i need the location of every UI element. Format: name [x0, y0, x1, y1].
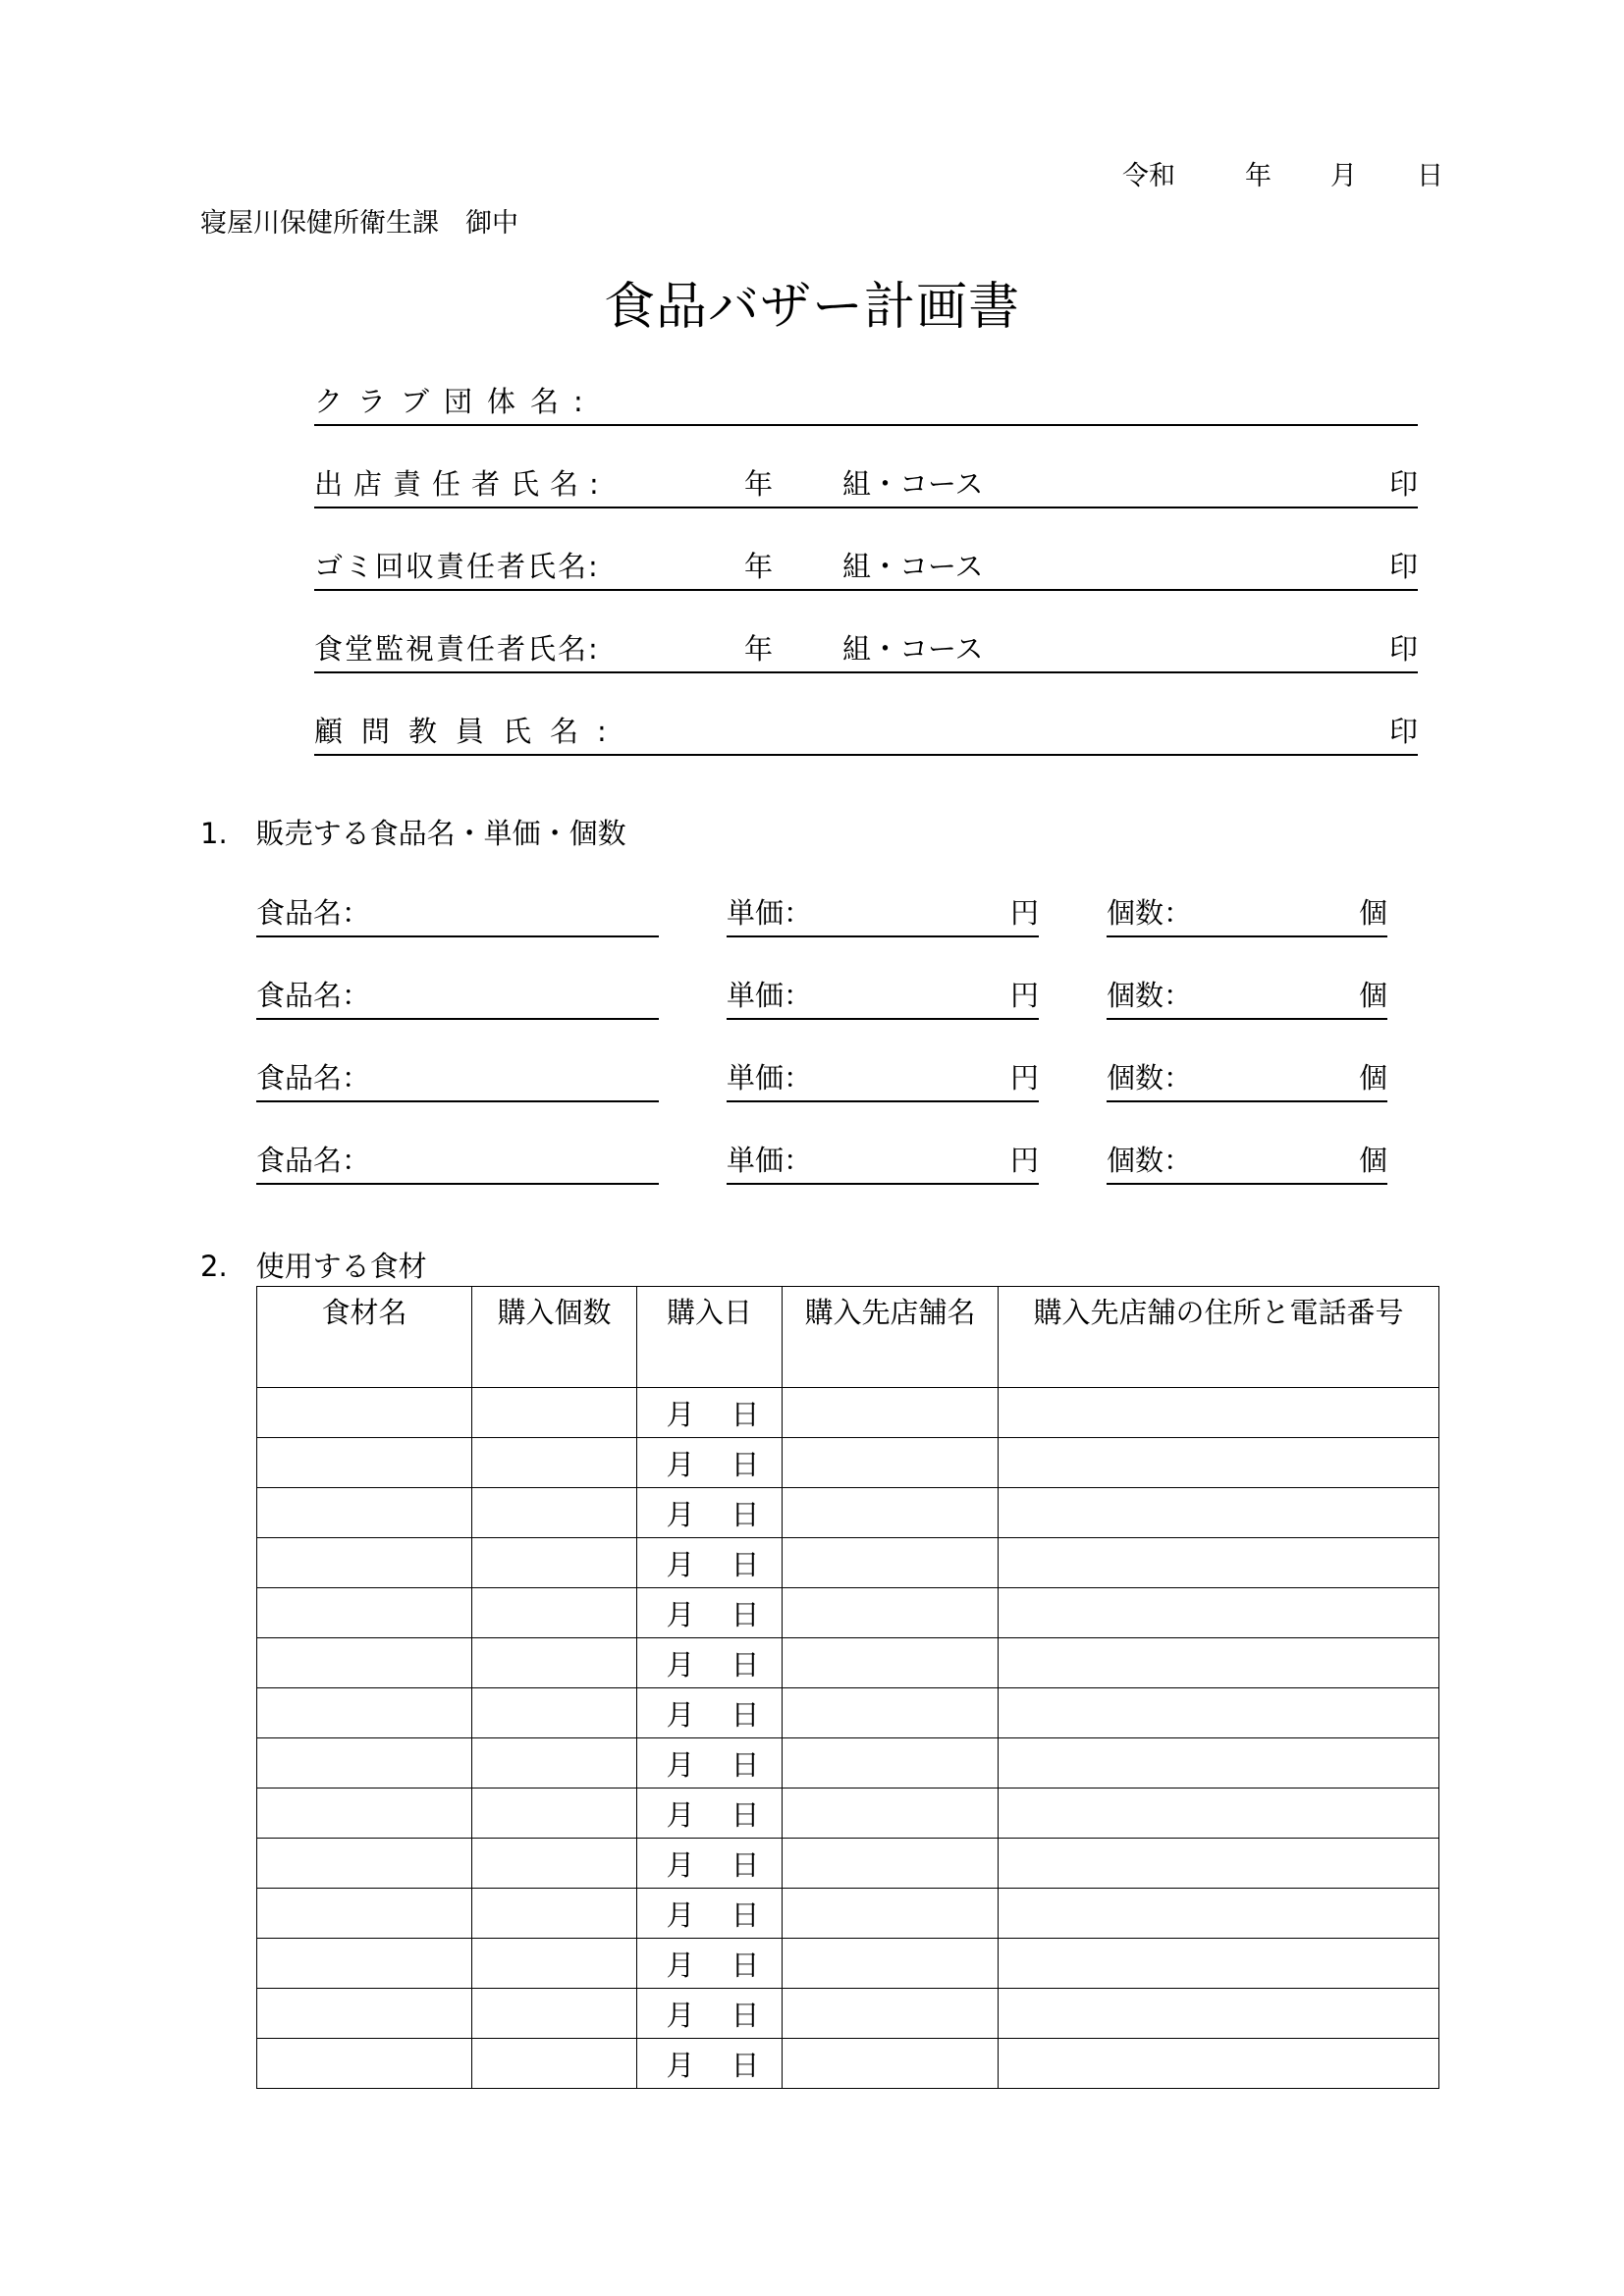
food-name-label: 食品名：: [256, 979, 371, 1012]
store-name-cell[interactable]: [783, 1438, 999, 1488]
purchase-date-cell[interactable]: [637, 1438, 783, 1488]
purchase-date-cell[interactable]: [637, 1588, 783, 1638]
store-address-cell[interactable]: [999, 1789, 1439, 1839]
column-header-purchase-date: 購入日: [637, 1287, 783, 1388]
month-label: 月: [666, 1998, 695, 2032]
month-day: [661, 1996, 760, 2032]
quantity-field[interactable]: [1107, 888, 1387, 937]
store-address-cell[interactable]: [999, 1638, 1439, 1688]
year-label: 年: [744, 467, 774, 501]
pieces-label: 個: [1358, 1144, 1387, 1177]
day-label: 日: [731, 1597, 760, 1631]
ingredient-cell[interactable]: [257, 1889, 472, 1939]
purchase-date-cell[interactable]: [637, 1488, 783, 1538]
month-label: 月: [666, 1847, 695, 1882]
month-label: 月: [666, 1697, 695, 1732]
purchase-date-cell[interactable]: [637, 1839, 783, 1889]
ingredient-cell[interactable]: [257, 1789, 472, 1839]
yen-label: 円: [1009, 979, 1039, 1012]
month-day: [661, 1545, 760, 1581]
quantity-label: 個数：: [1107, 1144, 1193, 1177]
year-label: 年: [744, 550, 774, 583]
month-label: 月: [666, 1747, 695, 1782]
store-name-cell[interactable]: [783, 1989, 999, 2039]
quantity-cell[interactable]: [472, 1688, 637, 1738]
ingredient-cell[interactable]: [257, 1989, 472, 2039]
day-label: 日: [731, 1998, 760, 2032]
store-address-cell[interactable]: [999, 1889, 1439, 1939]
month-label: 月: [666, 1497, 695, 1531]
month-label: 月: [666, 1597, 695, 1631]
month-label: 月: [666, 1397, 695, 1431]
quantity-cell[interactable]: [472, 1989, 637, 2039]
purchase-date-cell[interactable]: [637, 1688, 783, 1738]
unit-price-label: 単価：: [727, 1061, 813, 1095]
advisor-field[interactable]: [314, 703, 1418, 756]
table-row: [257, 1789, 1439, 1839]
date-year: 年: [1245, 161, 1272, 191]
store-address-cell[interactable]: [999, 1438, 1439, 1488]
garbage-manager-field[interactable]: [314, 538, 1418, 591]
month-label: 月: [666, 1447, 695, 1481]
ingredient-cell[interactable]: [257, 1488, 472, 1538]
store-name-cell[interactable]: [783, 1789, 999, 1839]
food-name-field[interactable]: [256, 1136, 659, 1185]
store-address-cell[interactable]: [999, 1989, 1439, 2039]
day-label: 日: [731, 2048, 760, 2082]
pieces-label: 個: [1358, 896, 1387, 930]
table-row: [257, 1638, 1439, 1688]
month-label: 月: [666, 2048, 695, 2082]
quantity-field[interactable]: [1107, 1053, 1387, 1102]
store-name-cell[interactable]: [783, 1939, 999, 1989]
shop-manager-field[interactable]: [314, 455, 1418, 508]
quantity-field[interactable]: [1107, 971, 1387, 1020]
column-header-quantity: 購入個数: [472, 1287, 637, 1388]
store-name-cell[interactable]: [783, 2039, 999, 2089]
store-address-cell[interactable]: [999, 1388, 1439, 1438]
quantity-cell[interactable]: [472, 1789, 637, 1839]
food-name-field[interactable]: [256, 888, 659, 937]
shop-manager-label: 出店責任者氏名:: [314, 467, 610, 501]
table-row: [257, 1738, 1439, 1789]
document-title: 食品バザー計画書: [603, 278, 1020, 337]
quantity-label: 個数：: [1107, 896, 1193, 930]
table-row: [257, 1488, 1439, 1538]
yen-label: 円: [1009, 1061, 1039, 1095]
table-header-row: [257, 1287, 1439, 1388]
quantity-field[interactable]: [1107, 1136, 1387, 1185]
quantity-cell[interactable]: [472, 1889, 637, 1939]
pieces-label: 個: [1358, 979, 1387, 1012]
purchase-date-cell[interactable]: [637, 1538, 783, 1588]
table-row: [257, 1438, 1439, 1488]
yen-label: 円: [1009, 1144, 1039, 1177]
store-address-header-text: 購入先店舗の住所と電話番号: [1033, 1296, 1404, 1329]
ingredient-cell[interactable]: [257, 1638, 472, 1688]
day-label: 日: [731, 1547, 760, 1581]
table-row: [257, 1388, 1439, 1438]
date-day: 日: [1417, 161, 1443, 191]
store-name-cell[interactable]: [783, 1638, 999, 1688]
month-day: [661, 1795, 760, 1832]
quantity-label: 個数：: [1107, 979, 1193, 1012]
purchase-date-cell[interactable]: [637, 1388, 783, 1438]
table-row: [257, 1688, 1439, 1738]
food-name-label: 食品名：: [256, 896, 371, 930]
store-name-cell[interactable]: [783, 1688, 999, 1738]
garbage-manager-label: ゴミ回収責任者氏名:: [314, 550, 600, 583]
store-address-cell[interactable]: [999, 1588, 1439, 1638]
quantity-cell[interactable]: [472, 1438, 637, 1488]
date-month: 月: [1330, 161, 1357, 191]
month-label: 月: [666, 1547, 695, 1581]
day-label: 日: [731, 1897, 760, 1932]
club-name-label: クラブ団体名:: [314, 385, 598, 418]
quantity-cell[interactable]: [472, 1939, 637, 1989]
purchase-date-cell[interactable]: [637, 1789, 783, 1839]
day-label: 日: [731, 1797, 760, 1832]
day-label: 日: [731, 1948, 760, 1982]
purchase-date-cell[interactable]: [637, 1738, 783, 1789]
purchase-date-cell[interactable]: [637, 2039, 783, 2089]
ingredient-cell[interactable]: [257, 1939, 472, 1989]
unit-price-field[interactable]: [727, 1053, 1039, 1102]
unit-price-label: 単価：: [727, 1144, 813, 1177]
month-day: [661, 1946, 760, 1982]
ingredient-cell[interactable]: [257, 1388, 472, 1438]
month-label: 月: [666, 1797, 695, 1832]
quantity-cell[interactable]: [472, 1388, 637, 1438]
month-day: [661, 1896, 760, 1932]
cafeteria-manager-label: 食堂監視責任者氏名:: [314, 632, 600, 666]
section1-title: 1. 販売する食品名・単価・個数: [200, 817, 626, 850]
month-label: 月: [666, 1897, 695, 1932]
unit-price-field[interactable]: [727, 971, 1039, 1020]
table-row: [257, 2039, 1439, 2089]
table-row: [257, 1839, 1439, 1889]
column-header-store-address: [999, 1287, 1439, 1388]
food-name-field[interactable]: [256, 1053, 659, 1102]
day-label: 日: [731, 1847, 760, 1882]
quantity-label: 個数：: [1107, 1061, 1193, 1095]
store-name-cell[interactable]: [783, 1588, 999, 1638]
table-row: [257, 1588, 1439, 1638]
table-row: [257, 1538, 1439, 1588]
ingredient-cell[interactable]: [257, 1688, 472, 1738]
unit-price-field[interactable]: [727, 1136, 1039, 1185]
yen-label: 円: [1009, 896, 1039, 930]
section2-title: 2. 使用する食材: [200, 1250, 427, 1283]
day-label: 日: [731, 1397, 760, 1431]
class-course-label: 組・コース: [842, 467, 984, 501]
class-course-label: 組・コース: [842, 550, 984, 583]
day-label: 日: [731, 1447, 760, 1481]
month-day: [661, 1645, 760, 1682]
store-address-cell[interactable]: [999, 1538, 1439, 1588]
ingredient-cell[interactable]: [257, 1738, 472, 1789]
month-day: [661, 1595, 760, 1631]
quantity-cell[interactable]: [472, 1488, 637, 1538]
ingredient-cell[interactable]: [257, 1588, 472, 1638]
month-day: [661, 2046, 760, 2082]
addressee: 寝屋川保健所衛生課 御中: [200, 208, 518, 239]
ingredient-cell[interactable]: [257, 2039, 472, 2089]
food-name-label: 食品名：: [256, 1061, 371, 1095]
quantity-cell[interactable]: [472, 1839, 637, 1889]
store-name-cell[interactable]: [783, 1388, 999, 1438]
seal-label: 印: [1388, 715, 1418, 748]
day-label: 日: [731, 1747, 760, 1782]
month-day: [661, 1395, 760, 1431]
class-course-label: 組・コース: [842, 632, 984, 666]
ingredient-cell[interactable]: [257, 1538, 472, 1588]
materials-table: [256, 1286, 1439, 2089]
store-address-cell[interactable]: [999, 1839, 1439, 1889]
quantity-cell[interactable]: [472, 1588, 637, 1638]
day-label: 日: [731, 1697, 760, 1732]
month-day: [661, 1745, 760, 1782]
store-address-cell[interactable]: [999, 1488, 1439, 1538]
seal-label: 印: [1388, 467, 1418, 501]
store-name-cell[interactable]: [783, 1488, 999, 1538]
store-name-header-text: 購入先店舗名: [804, 1296, 976, 1329]
unit-price-label: 単価：: [727, 979, 813, 1012]
table-row: [257, 1889, 1439, 1939]
month-day: [661, 1695, 760, 1732]
purchase-date-cell[interactable]: [637, 1989, 783, 2039]
store-name-cell[interactable]: [783, 1538, 999, 1588]
table-row: [257, 1989, 1439, 2039]
food-name-label: 食品名：: [256, 1144, 371, 1177]
cafeteria-manager-field[interactable]: [314, 620, 1418, 673]
store-address-cell[interactable]: [999, 1688, 1439, 1738]
month-day: [661, 1495, 760, 1531]
quantity-cell[interactable]: [472, 1638, 637, 1688]
quantity-cell[interactable]: [472, 2039, 637, 2089]
purchase-date-cell[interactable]: [637, 1939, 783, 1989]
ingredient-cell[interactable]: [257, 1839, 472, 1889]
purchase-date-cell[interactable]: [637, 1638, 783, 1688]
year-label: 年: [744, 632, 774, 666]
seal-label: 印: [1388, 632, 1418, 666]
month-label: 月: [666, 1948, 695, 1982]
store-address-cell[interactable]: [999, 1738, 1439, 1789]
quantity-cell[interactable]: [472, 1738, 637, 1789]
day-label: 日: [731, 1497, 760, 1531]
unit-price-field[interactable]: [727, 888, 1039, 937]
food-name-field[interactable]: [256, 971, 659, 1020]
column-header-ingredient: 食材名: [257, 1287, 472, 1388]
date-era: 令和: [1122, 161, 1175, 191]
store-name-cell[interactable]: [783, 1738, 999, 1789]
club-name-field[interactable]: [314, 373, 1418, 426]
advisor-label: 顧問教員氏名:: [314, 715, 625, 748]
unit-price-label: 単価：: [727, 896, 813, 930]
month-day: [661, 1845, 760, 1882]
day-label: 日: [731, 1647, 760, 1682]
column-header-store-name: [783, 1287, 999, 1388]
store-name-cell[interactable]: [783, 1839, 999, 1889]
purchase-date-cell[interactable]: [637, 1889, 783, 1939]
store-name-cell[interactable]: [783, 1889, 999, 1939]
table-row: [257, 1939, 1439, 1989]
month-label: 月: [666, 1647, 695, 1682]
store-address-cell[interactable]: [999, 2039, 1439, 2089]
pieces-label: 個: [1358, 1061, 1387, 1095]
ingredient-cell[interactable]: [257, 1438, 472, 1488]
quantity-cell[interactable]: [472, 1538, 637, 1588]
store-address-cell[interactable]: [999, 1939, 1439, 1989]
seal-label: 印: [1388, 550, 1418, 583]
month-day: [661, 1445, 760, 1481]
